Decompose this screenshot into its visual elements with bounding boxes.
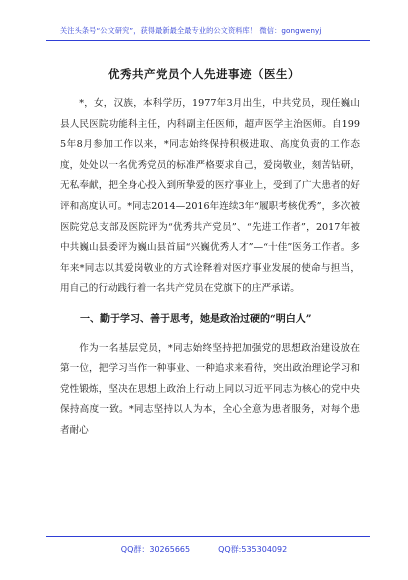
footer-contact: [0, 544, 408, 555]
section-heading: 一、勤于学习、善于思考，她是政治过硬的“明白人”: [80, 313, 312, 325]
page-header: [0, 0, 408, 44]
intro-paragraph: *，女，汉族，本科学历，1977年3月出生，中共党员，现任巍山县人民医院功能科主任，内科副主任医师，超声医学主治医师。自1995年8月参加工作以来，*同志始终保持积极进取、高度负责的工作态度，处处以一名优秀党员的标准严格要求自己，爱岗敬业，刻苦钻研，无私奉献，把全身心投入到所挚爱的医疗事业上，受到了广大患者的好评和高度认可。*同志2014—2016年连续3年“履职考核优秀”，多次被医院党总支部及医院评为“优秀共产党员”、“先进工作者”，2017年被中共巍山县委评为巍山县首届“兴巍优秀人才”—“十佳”医务工作者。多年来*同志以其爱岗敬业的方式诠释着对医疗事业发展的使命与担当，用自己的行动践行着一名共产党员在党旗下的庄严承诺。: [60, 98, 360, 295]
header-banner: 关注头条号“公文研究”，获得最新最全最专业的公文资料库！ 微信：gongwenyj: [60, 26, 322, 35]
header-divider: [46, 40, 370, 41]
footer-divider: [46, 536, 370, 537]
footer-qq-group-2: QQ群:535304092: [218, 545, 288, 554]
document-title: 优秀共产党员个人先进事迹（医生）: [108, 67, 300, 81]
section-paragraph: 作为一名基层党员，*同志始终坚持把加强党的思想政治建设放在第一位，把学习当作一种事业、一种追求来看待，突出政治理论学习和党性锻炼，坚决在思想上政治上行动上同以习近平同志为核心的党中央保持高度一致。*同志坚持以人为本，全心全意为患者服务，对每个患者耐心: [60, 342, 360, 436]
footer-qq-group-1: QQ群：30265665: [120, 545, 191, 554]
document-body: [60, 94, 360, 442]
